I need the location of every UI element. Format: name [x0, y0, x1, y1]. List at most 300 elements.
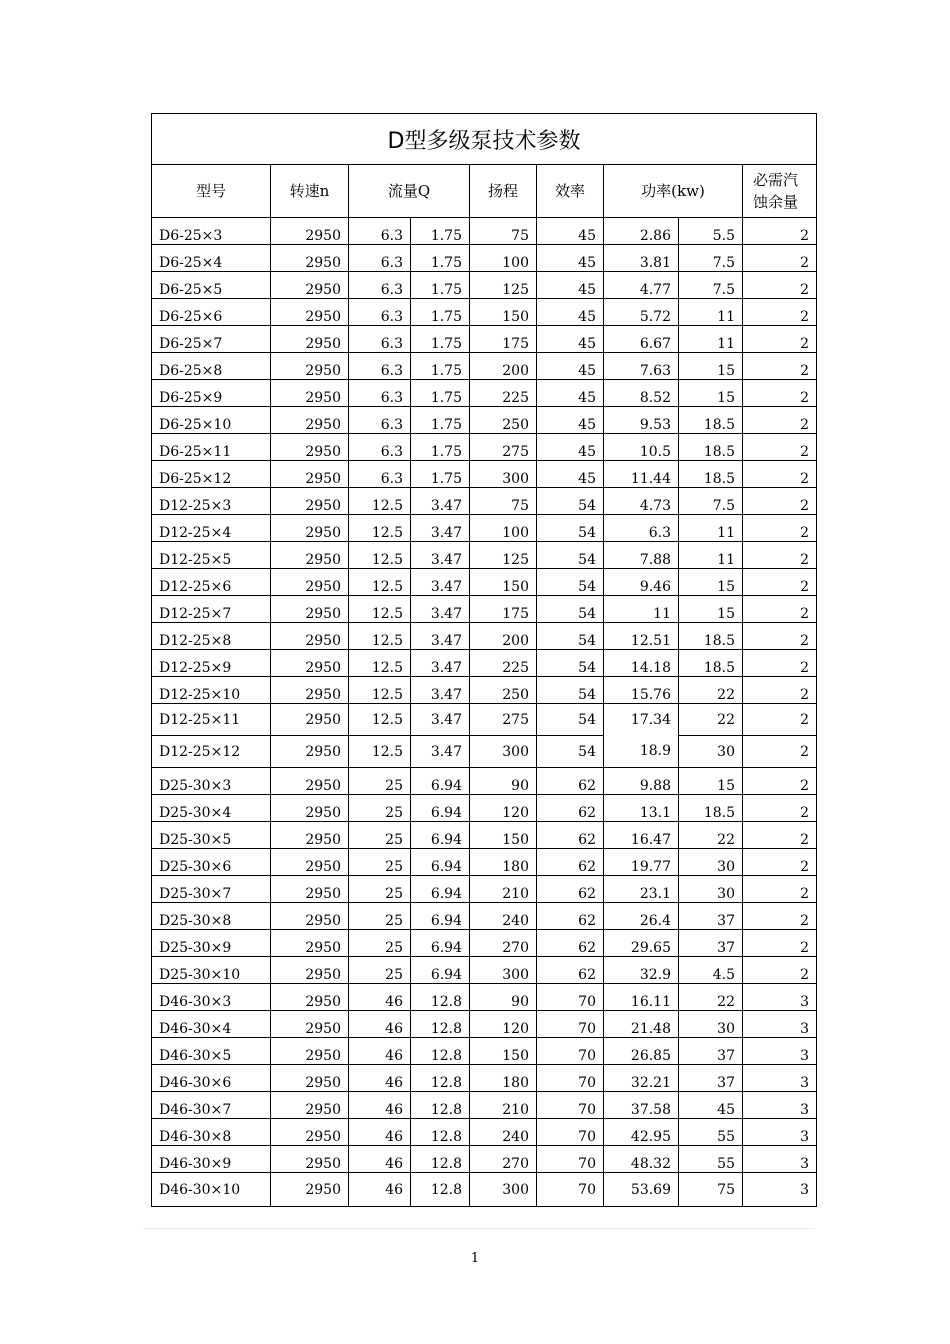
cell-speed: 2950: [271, 849, 349, 876]
cell-flow-m3h: 25: [349, 903, 411, 930]
table-title: D型多级泵技术参数: [152, 114, 817, 165]
cell-efficiency: 45: [537, 218, 604, 245]
cell-motor-power: 22: [679, 677, 743, 704]
cell-motor-power: 15: [679, 569, 743, 596]
cell-model: D12-25×10: [152, 677, 271, 704]
cell-speed: 2950: [271, 768, 349, 795]
cell-npsh: 3: [743, 984, 817, 1011]
cell-head: 300: [470, 736, 537, 768]
cell-flow-ls: 3.47: [411, 569, 470, 596]
cell-shaft-power: 26.4: [604, 903, 679, 930]
cell-flow-ls: 1.75: [411, 353, 470, 380]
cell-efficiency: 54: [537, 542, 604, 569]
cell-motor-power: 37: [679, 1065, 743, 1092]
cell-efficiency: 70: [537, 1065, 604, 1092]
cell-flow-m3h: 25: [349, 930, 411, 957]
cell-npsh: 2: [743, 650, 817, 677]
cell-head: 120: [470, 1011, 537, 1038]
cell-flow-ls: 1.75: [411, 407, 470, 434]
cell-flow-ls: 1.75: [411, 272, 470, 299]
cell-head: 210: [470, 876, 537, 903]
cell-shaft-power: 3.81: [604, 245, 679, 272]
header-speed: 转速n: [271, 165, 349, 218]
cell-speed: 2950: [271, 272, 349, 299]
cell-speed: 2950: [271, 623, 349, 650]
cell-head: 120: [470, 795, 537, 822]
header-efficiency: 效率: [537, 165, 604, 218]
cell-efficiency: 54: [537, 704, 604, 736]
table-row: [152, 299, 817, 326]
cell-npsh: 2: [743, 569, 817, 596]
cell-speed: 2950: [271, 326, 349, 353]
cell-head: 150: [470, 1038, 537, 1065]
cell-speed: 2950: [271, 1011, 349, 1038]
cell-flow-ls: 3.47: [411, 677, 470, 704]
cell-flow-ls: 3.47: [411, 736, 470, 768]
table-row: [152, 515, 817, 542]
cell-motor-power: 5.5: [679, 218, 743, 245]
header-model: 型号: [152, 165, 271, 218]
cell-head: 90: [470, 768, 537, 795]
cell-flow-ls: 6.94: [411, 768, 470, 795]
cell-flow-m3h: 6.3: [349, 326, 411, 353]
cell-flow-m3h: 46: [349, 1038, 411, 1065]
cell-flow-ls: 3.47: [411, 488, 470, 515]
cell-motor-power: 75: [679, 1173, 743, 1207]
cell-npsh: 3: [743, 1173, 817, 1207]
cell-flow-ls: 1.75: [411, 245, 470, 272]
table-row: [152, 488, 817, 515]
cell-motor-power: 22: [679, 984, 743, 1011]
cell-head: 175: [470, 596, 537, 623]
table-row: [152, 434, 817, 461]
cell-model: D6-25×10: [152, 407, 271, 434]
cell-flow-ls: 12.8: [411, 1092, 470, 1119]
cell-efficiency: 62: [537, 822, 604, 849]
header-npsh: 必需汽蚀余量: [743, 165, 817, 218]
cell-motor-power: 30: [679, 1011, 743, 1038]
cell-npsh: 2: [743, 930, 817, 957]
cell-efficiency: 62: [537, 876, 604, 903]
cell-head: 275: [470, 434, 537, 461]
cell-motor-power: 11: [679, 299, 743, 326]
table-row: [152, 1092, 817, 1119]
cell-head: 180: [470, 1065, 537, 1092]
cell-motor-power: 37: [679, 930, 743, 957]
header-power: 功率(kw): [604, 165, 743, 218]
table-row: [152, 542, 817, 569]
cell-head: 250: [470, 677, 537, 704]
cell-shaft-power: 7.63: [604, 353, 679, 380]
cell-flow-ls: 3.47: [411, 542, 470, 569]
cell-model: D46-30×6: [152, 1065, 271, 1092]
cell-model: D46-30×7: [152, 1092, 271, 1119]
cell-efficiency: 54: [537, 569, 604, 596]
cell-npsh: 2: [743, 704, 817, 736]
cell-speed: 2950: [271, 957, 349, 984]
cell-speed: 2950: [271, 1146, 349, 1173]
cell-flow-m3h: 25: [349, 849, 411, 876]
cell-flow-m3h: 46: [349, 984, 411, 1011]
table-row: [152, 1119, 817, 1146]
table-row: [152, 677, 817, 704]
cell-model: D12-25×5: [152, 542, 271, 569]
cell-model: D12-25×6: [152, 569, 271, 596]
cell-shaft-power: 29.65: [604, 930, 679, 957]
cell-speed: 2950: [271, 822, 349, 849]
cell-flow-ls: 6.94: [411, 876, 470, 903]
cell-motor-power: 37: [679, 1038, 743, 1065]
cell-npsh: 2: [743, 326, 817, 353]
cell-motor-power: 11: [679, 326, 743, 353]
cell-motor-power: 30: [679, 736, 743, 768]
cell-npsh: 2: [743, 876, 817, 903]
table-row: [152, 930, 817, 957]
page-number: 1: [470, 1251, 480, 1266]
cell-speed: 2950: [271, 515, 349, 542]
cell-npsh: 2: [743, 461, 817, 488]
cell-motor-power: 15: [679, 353, 743, 380]
cell-motor-power: 18.5: [679, 795, 743, 822]
table-row: [152, 245, 817, 272]
cell-efficiency: 45: [537, 272, 604, 299]
cell-head: 75: [470, 218, 537, 245]
cell-motor-power: 30: [679, 876, 743, 903]
cell-npsh: 2: [743, 380, 817, 407]
cell-speed: 2950: [271, 542, 349, 569]
cell-shaft-power: 4.77: [604, 272, 679, 299]
cell-model: D12-25×8: [152, 623, 271, 650]
cell-efficiency: 70: [537, 984, 604, 1011]
cell-flow-m3h: 46: [349, 1173, 411, 1207]
cell-shaft-power: 32.9: [604, 957, 679, 984]
cell-flow-ls: 3.47: [411, 596, 470, 623]
cell-flow-ls: 1.75: [411, 380, 470, 407]
cell-shaft-power: 5.72: [604, 299, 679, 326]
cell-model: D12-25×9: [152, 650, 271, 677]
cell-shaft-power: 9.88: [604, 768, 679, 795]
table-row: [152, 1065, 817, 1092]
cell-model: D6-25×4: [152, 245, 271, 272]
cell-shaft-power: 19.77: [604, 849, 679, 876]
cell-shaft-power: 2.86: [604, 218, 679, 245]
cell-efficiency: 45: [537, 299, 604, 326]
cell-model: D46-30×8: [152, 1119, 271, 1146]
cell-flow-m3h: 46: [349, 1092, 411, 1119]
cell-head: 100: [470, 245, 537, 272]
cell-model: D46-30×10: [152, 1173, 271, 1207]
cell-flow-m3h: 46: [349, 1011, 411, 1038]
cell-efficiency: 45: [537, 353, 604, 380]
cell-model: D25-30×5: [152, 822, 271, 849]
header-row: [152, 165, 817, 218]
cell-flow-m3h: 12.5: [349, 677, 411, 704]
cell-efficiency: 45: [537, 245, 604, 272]
cell-motor-power: 11: [679, 542, 743, 569]
cell-head: 100: [470, 515, 537, 542]
table-row: [152, 1146, 817, 1173]
cell-flow-ls: 3.47: [411, 650, 470, 677]
cell-speed: 2950: [271, 245, 349, 272]
cell-flow-ls: 6.94: [411, 903, 470, 930]
cell-motor-power: 18.5: [679, 407, 743, 434]
cell-shaft-power: 53.69: [604, 1173, 679, 1207]
cell-model: D12-25×4: [152, 515, 271, 542]
cell-flow-ls: 12.8: [411, 1065, 470, 1092]
cell-npsh: 3: [743, 1146, 817, 1173]
table-row: [152, 1011, 817, 1038]
table-row: [152, 822, 817, 849]
cell-head: 270: [470, 1146, 537, 1173]
cell-flow-ls: 12.8: [411, 1146, 470, 1173]
cell-npsh: 2: [743, 515, 817, 542]
table-row: [152, 849, 817, 876]
cell-npsh: 2: [743, 488, 817, 515]
cell-npsh: 2: [743, 272, 817, 299]
cell-model: D25-30×8: [152, 903, 271, 930]
cell-flow-m3h: 6.3: [349, 353, 411, 380]
cell-shaft-power: 18.9: [639, 743, 671, 759]
cell-speed: 2950: [271, 984, 349, 1011]
cell-flow-m3h: 12.5: [349, 623, 411, 650]
footer-divider: [143, 1228, 815, 1229]
cell-motor-power: 7.5: [679, 245, 743, 272]
cell-motor-power: 15: [679, 768, 743, 795]
cell-model: D6-25×11: [152, 434, 271, 461]
cell-npsh: 2: [743, 768, 817, 795]
cell-npsh: 2: [743, 795, 817, 822]
table-row: [152, 353, 817, 380]
cell-flow-m3h: 12.5: [349, 569, 411, 596]
cell-npsh: 3: [743, 1119, 817, 1146]
cell-shaft-power: 9.46: [604, 569, 679, 596]
cell-motor-power: 11: [679, 515, 743, 542]
cell-efficiency: 54: [537, 650, 604, 677]
cell-npsh: 2: [743, 736, 817, 768]
cell-head: 300: [470, 1173, 537, 1207]
cell-model: D25-30×10: [152, 957, 271, 984]
cell-shaft-power: 11: [604, 596, 679, 623]
cell-flow-ls: 1.75: [411, 434, 470, 461]
cell-efficiency: 70: [537, 1038, 604, 1065]
cell-head: 250: [470, 407, 537, 434]
cell-flow-ls: 6.94: [411, 957, 470, 984]
cell-npsh: 2: [743, 849, 817, 876]
cell-head: 125: [470, 272, 537, 299]
cell-shaft-power: 7.88: [604, 542, 679, 569]
cell-flow-ls: 12.8: [411, 1173, 470, 1207]
cell-flow-m3h: 25: [349, 768, 411, 795]
cell-flow-m3h: 12.5: [349, 488, 411, 515]
cell-efficiency: 45: [537, 461, 604, 488]
cell-npsh: 2: [743, 822, 817, 849]
cell-speed: 2950: [271, 704, 349, 736]
table-row: [152, 795, 817, 822]
cell-model: D12-25×3: [152, 488, 271, 515]
cell-flow-m3h: 6.3: [349, 407, 411, 434]
cell-model: D25-30×4: [152, 795, 271, 822]
table-row: [152, 704, 817, 736]
cell-flow-m3h: 6.3: [349, 299, 411, 326]
cell-model: D6-25×6: [152, 299, 271, 326]
cell-npsh: 3: [743, 1092, 817, 1119]
cell-flow-m3h: 25: [349, 876, 411, 903]
cell-flow-ls: 1.75: [411, 299, 470, 326]
cell-speed: 2950: [271, 1065, 349, 1092]
cell-flow-m3h: 6.3: [349, 245, 411, 272]
cell-head: 125: [470, 542, 537, 569]
cell-model: D46-30×3: [152, 984, 271, 1011]
cell-head: 150: [470, 822, 537, 849]
cell-efficiency: 70: [537, 1092, 604, 1119]
cell-model: D25-30×6: [152, 849, 271, 876]
cell-motor-power: 30: [679, 849, 743, 876]
pump-parameters-table: [151, 113, 817, 1207]
cell-npsh: 2: [743, 218, 817, 245]
table-row: [152, 218, 817, 245]
table-row: [152, 957, 817, 984]
cell-shaft-power: 15.76: [604, 677, 679, 704]
cell-npsh: 2: [743, 299, 817, 326]
cell-speed: 2950: [271, 930, 349, 957]
cell-motor-power: 55: [679, 1146, 743, 1173]
cell-npsh: 3: [743, 1011, 817, 1038]
table-row: [152, 650, 817, 677]
cell-flow-m3h: 25: [349, 957, 411, 984]
cell-motor-power: 18.5: [679, 461, 743, 488]
table-row: [152, 326, 817, 353]
cell-head: 275: [470, 704, 537, 736]
cell-motor-power: 18.5: [679, 650, 743, 677]
cell-speed: 2950: [271, 380, 349, 407]
cell-npsh: 3: [743, 1038, 817, 1065]
cell-efficiency: 54: [537, 623, 604, 650]
cell-head: 175: [470, 326, 537, 353]
cell-motor-power: 55: [679, 1119, 743, 1146]
table-row: [152, 623, 817, 650]
cell-shaft-power: 17.34: [630, 712, 671, 728]
cell-efficiency: 45: [537, 407, 604, 434]
cell-flow-m3h: 6.3: [349, 272, 411, 299]
cell-head: 240: [470, 903, 537, 930]
table-row: [152, 596, 817, 623]
cell-speed: 2950: [271, 407, 349, 434]
cell-npsh: 2: [743, 353, 817, 380]
cell-flow-m3h: 46: [349, 1119, 411, 1146]
cell-flow-ls: 12.8: [411, 1038, 470, 1065]
cell-flow-m3h: 25: [349, 822, 411, 849]
cell-npsh: 2: [743, 957, 817, 984]
cell-flow-m3h: 25: [349, 795, 411, 822]
cell-head: 150: [470, 299, 537, 326]
cell-speed: 2950: [271, 795, 349, 822]
cell-shaft-power: 8.52: [604, 380, 679, 407]
cell-head: 240: [470, 1119, 537, 1146]
cell-efficiency: 45: [537, 326, 604, 353]
cell-npsh: 2: [743, 434, 817, 461]
cell-flow-m3h: 12.5: [349, 704, 411, 736]
cell-efficiency: 54: [537, 488, 604, 515]
cell-model: D12-25×7: [152, 596, 271, 623]
cell-shaft-power: 14.18: [604, 650, 679, 677]
cell-shaft-power: 37.58: [604, 1092, 679, 1119]
cell-efficiency: 70: [537, 1146, 604, 1173]
cell-flow-m3h: 6.3: [349, 218, 411, 245]
cell-speed: 2950: [271, 736, 349, 768]
cell-flow-m3h: 12.5: [349, 650, 411, 677]
cell-shaft-power: 42.95: [604, 1119, 679, 1146]
header-flow: 流量Q: [349, 165, 470, 218]
cell-model: D46-30×9: [152, 1146, 271, 1173]
cell-shaft-power: 16.11: [604, 984, 679, 1011]
cell-model: D25-30×3: [152, 768, 271, 795]
cell-efficiency: 54: [537, 736, 604, 768]
cell-flow-ls: 12.8: [411, 1119, 470, 1146]
cell-speed: 2950: [271, 434, 349, 461]
cell-efficiency: 62: [537, 930, 604, 957]
cell-motor-power: 18.5: [679, 623, 743, 650]
cell-flow-ls: 6.94: [411, 849, 470, 876]
cell-head: 75: [470, 488, 537, 515]
cell-model: D6-25×7: [152, 326, 271, 353]
cell-efficiency: 62: [537, 849, 604, 876]
cell-head: 150: [470, 569, 537, 596]
cell-flow-m3h: 6.3: [349, 380, 411, 407]
cell-motor-power: 15: [679, 380, 743, 407]
cell-speed: 2950: [271, 569, 349, 596]
cell-speed: 2950: [271, 876, 349, 903]
cell-flow-m3h: 46: [349, 1146, 411, 1173]
cell-efficiency: 62: [537, 768, 604, 795]
cell-speed: 2950: [271, 1092, 349, 1119]
cell-motor-power: 15: [679, 596, 743, 623]
cell-motor-power: 7.5: [679, 272, 743, 299]
cell-model: D25-30×7: [152, 876, 271, 903]
cell-efficiency: 62: [537, 957, 604, 984]
cell-motor-power: 22: [679, 822, 743, 849]
cell-head: 200: [470, 353, 537, 380]
cell-flow-ls: 1.75: [411, 218, 470, 245]
cell-flow-m3h: 12.5: [349, 542, 411, 569]
cell-model: D6-25×5: [152, 272, 271, 299]
cell-flow-ls: 1.75: [411, 326, 470, 353]
cell-efficiency: 54: [537, 515, 604, 542]
cell-flow-ls: 6.94: [411, 822, 470, 849]
cell-model: D6-25×12: [152, 461, 271, 488]
cell-flow-ls: 3.47: [411, 623, 470, 650]
cell-motor-power: 45: [679, 1092, 743, 1119]
cell-speed: 2950: [271, 903, 349, 930]
table-row: [152, 1038, 817, 1065]
cell-model: D12-25×11: [152, 704, 271, 736]
cell-speed: 2950: [271, 1119, 349, 1146]
cell-speed: 2950: [271, 596, 349, 623]
cell-efficiency: 54: [537, 677, 604, 704]
cell-shaft-power: 10.5: [604, 434, 679, 461]
cell-npsh: 3: [743, 1065, 817, 1092]
cell-model: D12-25×12: [152, 736, 271, 768]
cell-npsh: 2: [743, 542, 817, 569]
table-row: [152, 984, 817, 1011]
cell-efficiency: 70: [537, 1011, 604, 1038]
cell-speed: 2950: [271, 353, 349, 380]
cell-shaft-power: 13.1: [604, 795, 679, 822]
cell-model: D6-25×3: [152, 218, 271, 245]
table-row: [152, 461, 817, 488]
cell-flow-m3h: 6.3: [349, 434, 411, 461]
cell-efficiency: 54: [537, 596, 604, 623]
cell-efficiency: 70: [537, 1173, 604, 1207]
